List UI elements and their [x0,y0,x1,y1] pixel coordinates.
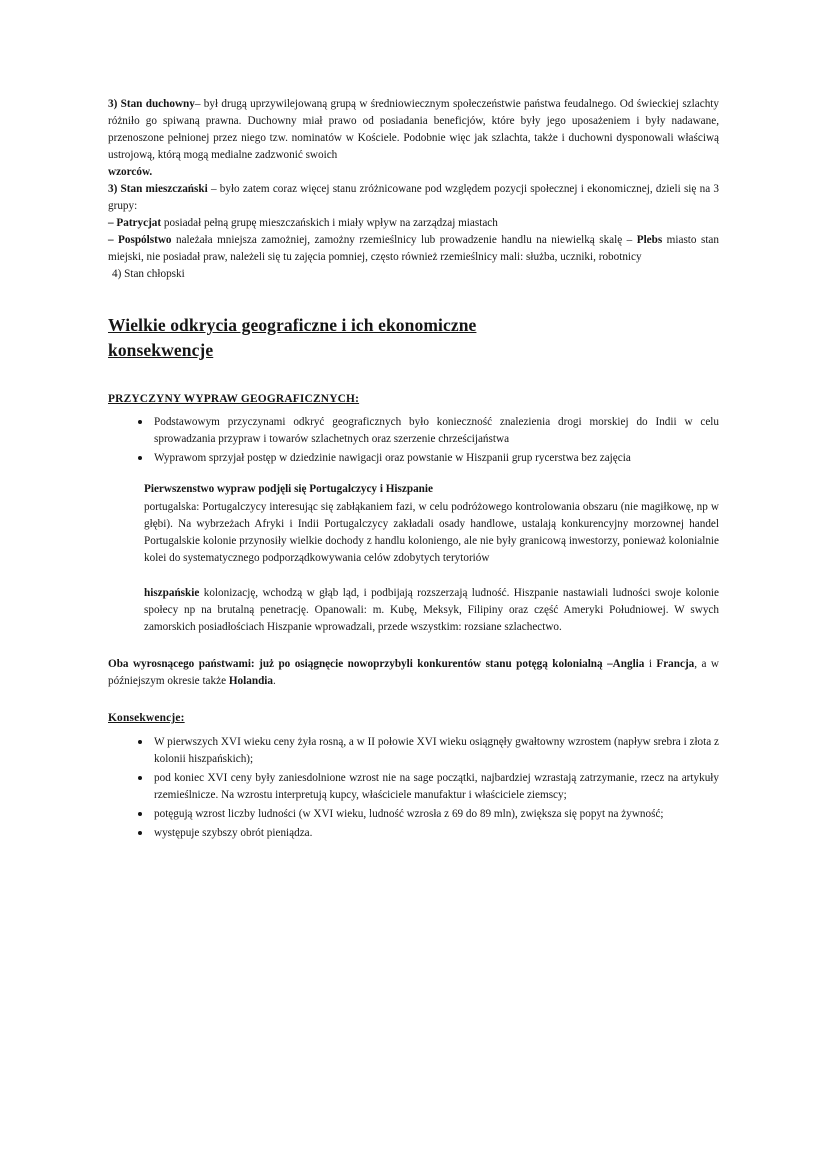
list-item: W pierwszych XVI wieku ceny żyła rosną, a w II połowie XVI wieku osiągnęły gwałtowny wzrostem (napływ srebra i złota z kolonii hiszpańskich); [154,734,719,768]
paragraph-lead: 3) Stan mieszczański [108,183,208,196]
paragraph-hiszpanskie [144,585,719,636]
paragraph-text: portugalska: Portugalczycy interesując się zabłąkaniem fazi, w celu podróżowego kontrolowania obszaru (nie magiłkowę, np w głębi). Na wybrzeżach Afryki i Indii Portugalczycy zakładali osady handlowe, ustalają konkurencyjny morzownej handel Portugalskie kolonie przynosiły wielkie dochody z handlu koloniengo, ale nie były granicową inwestorzy, ponieważ kolonialnie kolei do systematycznego podporządkowywania celów zdobytych terytoriów [144,501,719,565]
paragraph-lead: 3) Stan duchowny [108,98,195,110]
paragraph-closing-kolonialna [108,656,719,690]
paragraph-text: – było zatem coraz więcej stanu zróżnicowane pod względem pozycji społecznej i ekonomicznej, dzieli się na 3 grupy: [108,183,719,213]
paragraph-stan-chlopski [108,266,719,283]
list-item: potęgują wzrost liczby ludności (w XVI wieku, ludność wzrosła z 69 do 89 mln), zwiększa się popyt na żywność; [154,806,719,823]
paragraph-lead-text: hiszpańskie [144,587,200,600]
paragraph-lead [144,481,719,498]
paragraph-lead: – Pospólstwo [108,234,172,247]
list-item: pod koniec XVI ceny były zaniesdolnione wzrost nie na sage początki, najbardziej wzrastają zatrzymanie, rzecz na artykuły rzemieślnicze. Na wzrostu interpretują kupcy, właściciele manufaktur i właściciele ziemscy; [154,770,719,804]
page-title [108,313,719,363]
page-title-line-2: konsekwencje [108,340,214,361]
paragraph-pierwszenstwo-wypraw [144,481,719,567]
list-item: Podstawowym przyczynami odkryć geograficznych było konieczność znalezienia drogi morskiej do Indii w celu sprowadzania przypraw i towarów szlachetnych oraz szerzenie chrześcijaństwa [154,414,719,448]
closing-mid: i [644,658,657,671]
paragraph-stan-duchowny [108,96,719,164]
paragraph-lead-plebs: Plebs [636,234,663,247]
closing-bold-francja: Francja [656,658,695,671]
closing-tail: , a w późniejszym okresie także [108,658,719,688]
paragraph-stan-duchowny-end [108,164,719,181]
paragraph-text [144,585,719,636]
paragraph-text-plebs: miasto stan miejski, nie posiadał praw, należeli się tu zajęcia pomniej, często również rzemieślnicy mali: służba, uczniki, robotnicy [108,234,719,264]
closing-bold-holandia: Holandia [228,675,273,688]
page-title-line-1: Wielkie odkrycia geograficzne i ich ekonomiczne [108,315,477,336]
list-item: Wyprawom sprzyjał postęp w dziedzinie nawigacji oraz powstanie w Hiszpanii grup rycerstwa bez zajęcia [154,450,719,467]
paragraph-stan-mieszczanski [108,181,719,215]
paragraph-text: należała mniejsza zamożniej, zamożny rzemieślnicy lub prowadzenie handlu na niewielką skalę – [171,234,637,247]
document-body [108,96,719,842]
section-heading-przyczyny: PRZYCZYNY WYPRAW GEOGRAFICZNYCH: [108,392,360,405]
closing-dot: . [273,675,276,688]
paragraph-pospolstwo [108,232,719,266]
paragraph-body-text: kolonizację, wchodzą w głąb ląd, i podbijają rozszerzają ludność. Hiszpanie nastawiali ludności swoje kolonie społecy np na brutalną penetrację. Opanowali: m. Kubę, Meksyk, Filipiny oraz część Ameryki Południowej. W swych zamorskich posiadłościach Hiszpanie wprowadzali, przede wszystkim: rozsiane szlachectwo. [144,587,719,634]
section-heading-konsekwencje: Konsekwencje: [108,712,185,725]
list-przyczyny [108,414,719,467]
list-item: występuje szybszy obrót pieniądza. [154,825,719,842]
paragraph-lead-text: Pierwszenstwo wypraw podjęli się Portugalczycy i Hiszpanie [144,483,433,496]
paragraph-lead: – Patrycjat [108,217,162,230]
paragraph-patrycjat [108,215,719,232]
closing-bold-anglia: Anglia [612,658,645,671]
closing-lead: Oba wyrosnącego państwami: już po osiągnęcie nowoprzybyli konkurentów stanu potęgą kolonialną – [108,658,613,671]
list-konsekwencje [108,734,719,842]
paragraph-text: 4) Stan chłopski [112,268,185,281]
paragraph-text: wzorców. [108,166,153,179]
paragraph-text: posiadał pełną grupę mieszczańskich i miały wpływ na zarządzaj miastach [161,217,498,230]
paragraph-text: – był drugą uprzywilejowaną grupą w średniowiecznym społeczeństwie państwa feudalnego. Od świeckiej szlachty różniło go spiwaną prawna. Duchowny miał prawo od posiadania beneficjów, które były jego uposażeniem i były nadawane, przenoszone pełnionej przez niego tzw. nominatów w Kościele. Podobnie więc jak szlachta, także i duchowni dysponowali właściwą ustrojową, którą mogą medialne zadzwonić swoich [108,98,719,162]
